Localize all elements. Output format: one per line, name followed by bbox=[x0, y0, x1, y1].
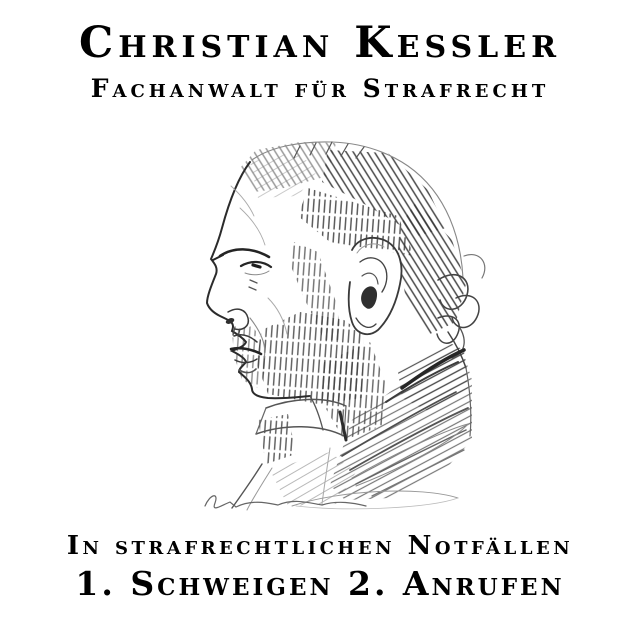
footer-emergency-heading: In strafrechtlichen Notfällen bbox=[66, 531, 574, 561]
subtitle: Fachanwalt für Strafrecht bbox=[90, 74, 550, 103]
page-title: Christian Kessler bbox=[78, 18, 562, 68]
footer-instructions: 1. Schweigen 2. Anrufen bbox=[75, 564, 565, 603]
portrait-sketch-icon bbox=[0, 125, 640, 520]
